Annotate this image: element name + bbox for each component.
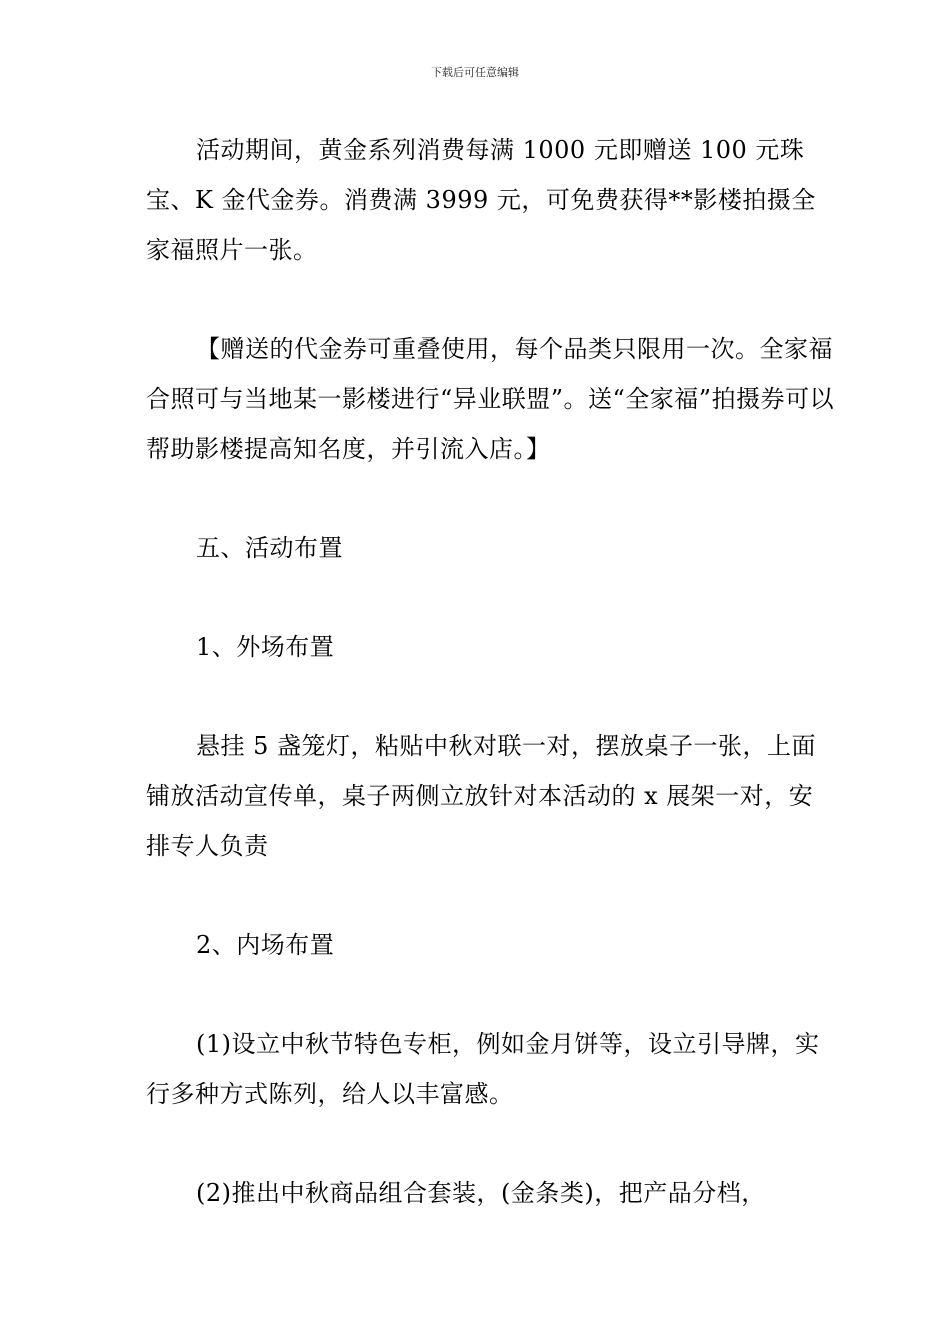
subheading-indoor-layout: 2、内场布置: [196, 931, 335, 959]
paragraph-voucher-note: 【赠送的代金券可重叠使用，每个品类只限用一次。全家福合照可与当地某一影楼进行“异业联盟”。送“全家福”拍摄券可以帮助影楼提高知名度，并引流入店。】: [146, 335, 835, 463]
paragraph-promotion: 活动期间，黄金系列消费每满 1000 元即赠送 100 元珠宝、K 金代金券。消费满 3999 元，可免费获得**影楼拍摄全家福照片一张。: [146, 136, 816, 264]
paragraph-indoor-item-2: (2)推出中秋商品组合套装，(金条类)，把产品分档，: [196, 1179, 766, 1207]
section-heading-layout: 五、活动布置: [196, 534, 343, 562]
paragraph-outdoor-details: 悬挂 5 盏笼灯，粘贴中秋对联一对，摆放桌子一张，上面铺放活动宣传单，桌子两侧立放针对本活动的 x 展架一对，安排专人负责: [146, 732, 817, 860]
subheading-outdoor-layout: 1、外场布置: [196, 633, 335, 661]
header-note: 下载后可任意编辑: [431, 66, 519, 79]
paragraph-indoor-item-1: (1)设立中秋节特色专柜，例如金月饼等，设立引导牌，实行多种方式陈列，给人以丰富感。: [146, 1030, 820, 1108]
